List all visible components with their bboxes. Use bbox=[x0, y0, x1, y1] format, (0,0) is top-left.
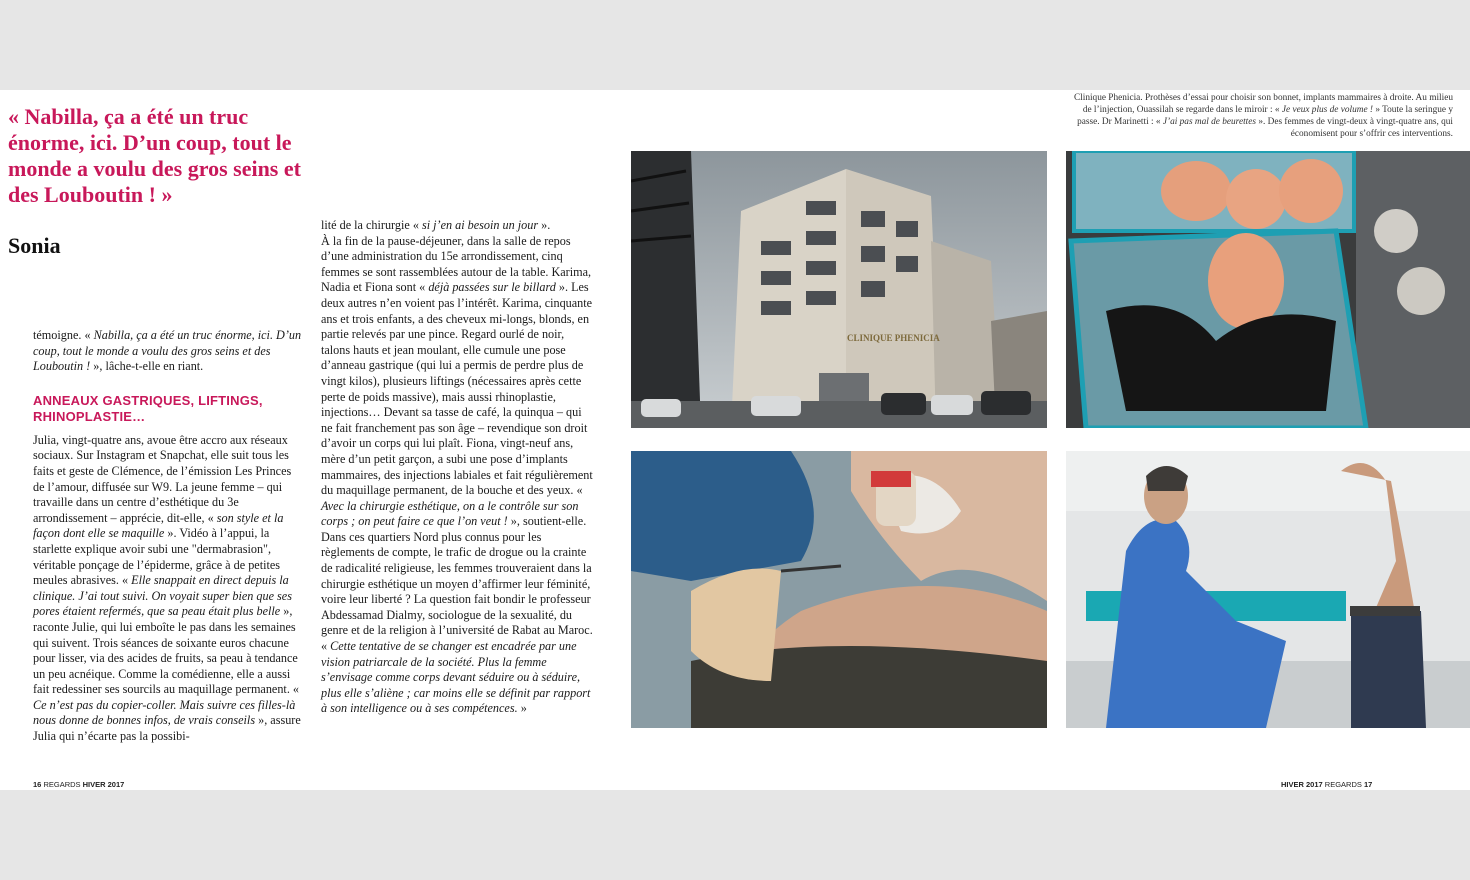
paragraph: Dans ces quartiers Nord plus connus pour les règlements de compte, le trafic de drogue ou la crainte de radicalité religieuse, les femmes trouveraient dans la chirurgie esthétique un moyen d’affirmer leur féminité, voire leur liberté ? La question fait bondir le professeur Abdessamad Dialmy, sociologue de la sexualité, du genre et de la religion à l’université de Rabat au Maroc. « Cette tentative de se changer est encadrée par une vision patriarcale de la société. Plus la femme s’envisage comme corps devant séduire ou à séduire, plus elle s’aliène ; car moins elle se définit par rapport à son intelligence ou à ses compétences. » bbox=[321, 529, 593, 716]
page-number: 17 bbox=[1363, 780, 1373, 789]
page-number: 16 bbox=[33, 780, 42, 789]
clinic-sign: CLINIQUE PHENICIA bbox=[847, 333, 940, 343]
footer-left bbox=[33, 780, 124, 789]
photo-doctor-exam bbox=[1066, 451, 1470, 728]
paragraph: lité de la chirurgie « si j’en ai besoin un jour ». bbox=[321, 218, 551, 232]
paragraph: Julia, vingt-quatre ans, avoue être accro aux réseaux sociaux. Sur Instagram et Snapchat, elle suit tous les faits et geste de Clémence, de l’émission Les Princes de l’amour, diffusée sur W9. La jeune femme – qui travaille dans un centre d’esthétique du 3e arrondissement – apprécie, dit-elle, « son style et la façon dont elle se maquille ». Vidéo à l’appui, la starlette explique avoir subi une "dermabrasion", véritable ponçage de l’épiderme, grâce à de petites meules abrasives. « Elle snappait en direct depuis la clinique. J’ai tout suivi. On voyait super bien que ses pores étaient refermés, que sa peau était plus belle », raconte Julie, qui lui emboîte le pas dans les semaines qui suivent. Trois séances de soixante euros chacune pour lisser, via des acides de fruits, sa peau à tendance un peu acnéique. Comme la comédienne, elle a aussi fait redessiner ses sourcils au maquillage permanent. « Ce n’est pas du copier-coller. Mais suivre ces filles-là nous donne de bonnes infos, de vrais conseils », assure Julia qui n’écarte pas la possibi- bbox=[33, 432, 301, 744]
magazine-name: REGARDS bbox=[1324, 780, 1362, 789]
issue-label: HIVER 2017 bbox=[82, 780, 125, 789]
photo-lip-injection bbox=[631, 451, 1047, 728]
paragraph: témoigne. « Nabilla, ça a été un truc énorme, ici. D’un coup, tout le monde a voulu des gros seins et des Louboutin ! », lâche-t-elle en riant. bbox=[33, 328, 302, 374]
footer-right bbox=[1281, 780, 1372, 789]
photo-breast-prostheses bbox=[1066, 151, 1470, 428]
article-column-2 bbox=[321, 218, 596, 717]
issue-label: HIVER 2017 bbox=[1281, 780, 1323, 789]
photo-caption: Clinique Phenicia. Prothèses d’essai pour choisir son bonnet, implants mammaires à droite. Au milieu de l’injection, Ouassilah se regarde dans le miroir : « Je veux plus de volume ! » Toute la seringue y passe. Dr Marinetti : « J’ai pas mal de beurettes ». Des femmes de vingt-deux à vingt-quatre ans, qui économisent pour s’offrir ces interventions. bbox=[1073, 93, 1453, 139]
pull-quote-author: Sonia bbox=[8, 233, 61, 258]
section-subhead: ANNEAUX GASTRIQUES, LIFTINGS, RHINOPLASTIE… bbox=[33, 392, 263, 424]
magazine-name: REGARDS bbox=[43, 780, 81, 789]
article-column-1 bbox=[33, 328, 303, 745]
pull-quote: « Nabilla, ça a été un truc énorme, ici. D’un coup, tout le monde a voulu des gros seins et des Louboutin ! » bbox=[8, 104, 301, 207]
photo-clinic-building bbox=[631, 151, 1047, 428]
paragraph: À la fin de la pause-déjeuner, dans la salle de repos d’une administration du 15e arrondissement, cinq femmes se sont rassemblées autour de la table. Karima, Nadia et Fiona sont « déjà passées sur le billard ». Les deux autres n’en voient pas l’intérêt. Karima, cinquante ans et trois enfants, a des cheveux mi-longs, blonds, en partie relevés par une pince. Regard ourlé de noir, talons hauts et jean moulant, elle cumule une pose d’anneau gastrique (qui lui a permis de perdre plus de vingt kilos), plusieurs liftings (nécessaires après cette perte de poids massive), mais aussi rhinoplastie, injections… Devant sa tasse de café, la quinqua – qui ne fait franchement pas son âge – revendique son droit d’avoir un corps qui lui plaît. Fiona, vingt-neuf ans, mère d’un petit garçon, a subi une pose d’implants mammaires, des injections labiales et fait régulièrement du maquillage permanent, de la bouche et des yeux. « Avec la chirurgie esthétique, on a le contrôle sur son corps ; on peut faire ce que l’on veut ! », soutient-elle. bbox=[321, 233, 593, 529]
